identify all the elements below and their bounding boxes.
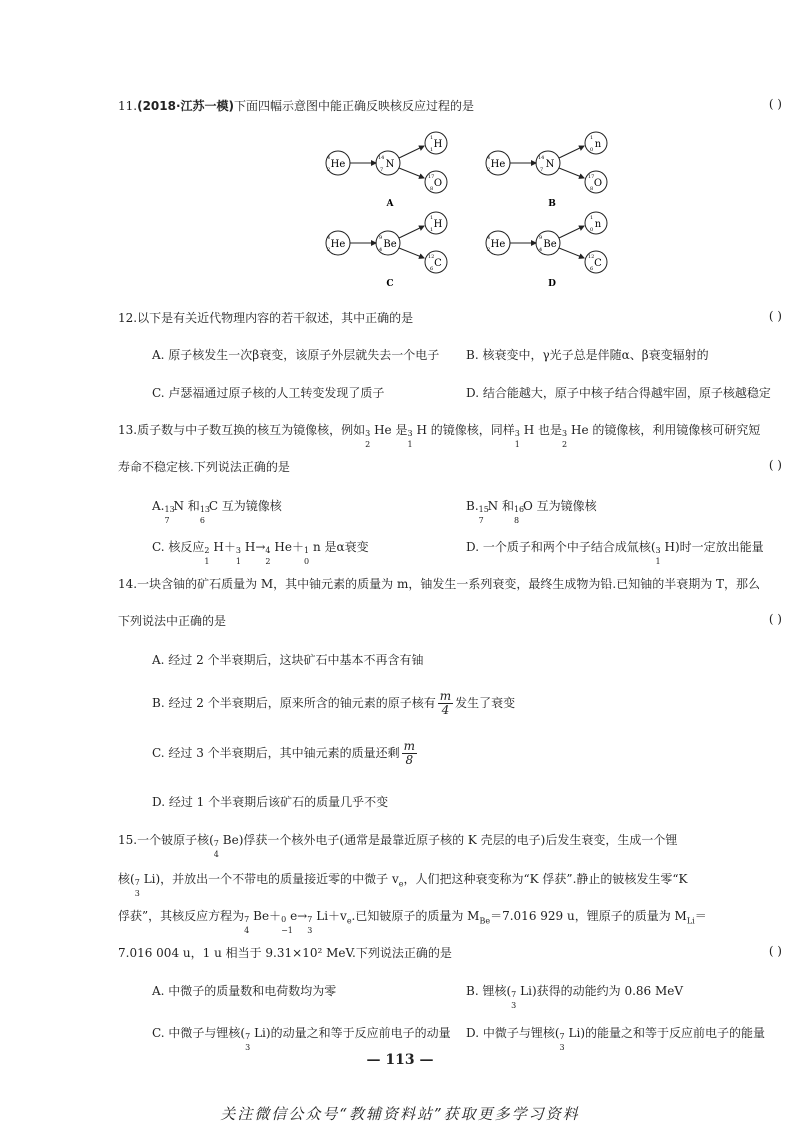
a-bottom-product: O [433, 178, 443, 189]
q15-option-c: C. 中微子与锂核( 7 3 Li)的动量之和等于反应前电子的动量 [152, 1026, 451, 1052]
svg-text:4: 4 [487, 235, 491, 241]
q12-option-a: A. 原子核发生一次β衰变，该原子外层就失去一个电子 [152, 348, 440, 362]
q12-option-b: B. 核衰变中，γ光子总是伴随α、β衰变辐射的 [466, 348, 709, 362]
q12-option-d: D. 结合能越大，原子中核子结合得越牢固，原子核越稳定 [466, 386, 771, 400]
svg-text:8: 8 [590, 186, 594, 192]
svg-text:2: 2 [327, 167, 331, 173]
q15-option-b: B. 锂核( 7 3 Li)获得的动能约为 0.86 MeV [466, 984, 684, 1010]
q14-line-1: 14.一块含铀的矿石质量为 M，其中铀元素的质量为 m，铀发生一系列衰变，最终生成物为铅.已知铀的半衰期为 T，那么 [118, 577, 761, 591]
b-start-nucleus: He [490, 159, 506, 170]
svg-text:6: 6 [590, 266, 594, 272]
c-bottom-product: C [434, 258, 442, 269]
watermark-text: 关注微信公众号“教辅资料站”获取更多学习资料 [220, 1105, 580, 1123]
q14-option-c: C. 经过 3 个半衰期后，其中铀元素的质量还剩 $\frac{m}{8}$ [152, 739, 416, 767]
c-top-product: H [433, 219, 443, 230]
q15-line-4: 7.016 004 u，1 u 相当于 9.31×10² MeV.下列说法正确的是 [118, 946, 452, 960]
svg-text:17: 17 [588, 174, 595, 180]
svg-text:6: 6 [430, 266, 434, 272]
svg-text:0: 0 [590, 227, 594, 233]
svg-text:1: 1 [430, 147, 434, 153]
a-mid-nucleus: N [385, 159, 395, 170]
svg-text:14: 14 [378, 155, 385, 161]
d-mid-nucleus: Be [543, 239, 557, 250]
diagram-a [326, 132, 447, 209]
b-top-product: n [594, 139, 602, 150]
q12-option-c: C. 卢瑟福通过原子核的人工转变发现了质子 [152, 386, 385, 400]
diagram-c [326, 212, 447, 289]
q14-line-2: 下列说法中正确的是 [118, 614, 227, 628]
page-number: — 113 — [366, 1052, 434, 1068]
svg-text:1: 1 [590, 215, 594, 221]
q13-option-b: B. 15 7 N 和 16 8 O 互为镜像核 [466, 499, 597, 525]
q15-option-d: D. 中微子与锂核( 7 3 Li)的能量之和等于反应前电子的能量 [466, 1026, 766, 1052]
q13-line-2: 寿命不稳定核.下列说法正确的是 [118, 460, 290, 474]
svg-text:2: 2 [487, 247, 491, 253]
q11-answer-bracket: ( ) [768, 97, 782, 111]
diagram-c-label: C [386, 279, 394, 289]
svg-text:1: 1 [590, 135, 594, 141]
svg-text:9: 9 [539, 235, 543, 241]
q14-option-a: A. 经过 2 个半衰期后，这块矿石中基本不再含有铀 [152, 653, 424, 667]
q12-answer-bracket: ( ) [768, 309, 782, 323]
b-mid-nucleus: N [545, 159, 555, 170]
svg-text:2: 2 [487, 167, 491, 173]
svg-text:4: 4 [379, 247, 383, 253]
svg-text:14: 14 [538, 155, 545, 161]
svg-text:9: 9 [379, 235, 383, 241]
svg-text:12: 12 [588, 254, 595, 260]
q13-option-a: A. 13 7 N 和 13 6 C 互为镜像核 [152, 499, 282, 525]
q15-answer-bracket: ( ) [768, 944, 782, 958]
diagram-a-label: A [386, 199, 394, 209]
svg-text:7: 7 [380, 167, 384, 173]
q15-line-3: 俘获”，其核反应方程为 7 4 Be＋ 0 −1 e→ 7 3 $Li+v_e$.已知铍原子的质量为 $M_{Be}=7.016$ 929 u，锂原子的质量为 $M_{Li}=$ [118, 909, 707, 935]
diagram-b [486, 132, 607, 209]
d-top-product: n [594, 219, 602, 230]
b-bottom-product: O [593, 178, 603, 189]
q13-answer-bracket: ( ) [768, 458, 782, 472]
c-mid-nucleus: Be [383, 239, 397, 250]
svg-text:4: 4 [327, 155, 331, 161]
q14-answer-bracket: ( ) [768, 612, 782, 626]
q15-line-2: 核( 7 3 Li)，并放出一个不带电的质量接近零的中微子 $v_e$，人们把这种衰变称为“K 俘获”.静止的铍核发生零“K [118, 872, 688, 898]
svg-text:17: 17 [428, 174, 435, 180]
q11-diagrams [300, 130, 640, 289]
d-bottom-product: C [594, 258, 602, 269]
d-start-nucleus: He [490, 239, 506, 250]
q12-stem: 12.以下是有关近代物理内容的若干叙述，其中正确的是 [118, 311, 414, 325]
svg-text:0: 0 [590, 147, 594, 153]
diagram-d-label: D [548, 279, 556, 289]
q15-line-1: 15.一个铍原子核( 7 4 Be)俘获一个核外电子(通常是最靠近原子核的 K 壳层的电子)后发生衰变，生成一个锂 [118, 833, 678, 859]
svg-text:1: 1 [430, 227, 434, 233]
svg-text:8: 8 [430, 186, 434, 192]
diagram-b-label: B [548, 199, 556, 209]
diagram-d [486, 212, 607, 289]
svg-text:2: 2 [327, 247, 331, 253]
svg-text:4: 4 [539, 247, 543, 253]
svg-text:4: 4 [487, 155, 491, 161]
q13-option-d: D. 一个质子和两个中子结合成氚核( 3 1 H)时一定放出能量 [466, 540, 764, 566]
svg-text:12: 12 [428, 254, 435, 260]
q14-option-b: B. 经过 2 个半衰期后，原来所含的铀元素的原子核有 $\frac{m}{4}$ 发生了衰变 [152, 689, 516, 717]
q11-stem: 11.(2018·江苏一模)下面四幅示意图中能正确反映核反应过程的是 [118, 99, 475, 113]
q14-option-d: D. 经过 1 个半衰期后该矿石的质量几乎不变 [152, 795, 389, 809]
svg-text:7: 7 [540, 167, 544, 173]
q13-line-1: 13.质子数与中子数互换的核互为镜像核，例如 3 2 He 是 3 1 H 的镜像核，同样 3 1 H 也是 3 2 He 的镜像核，利用镜像核可研究短 [118, 423, 761, 449]
svg-text:4: 4 [327, 235, 331, 241]
c-start-nucleus: He [330, 239, 346, 250]
svg-text:1: 1 [430, 135, 434, 141]
a-start-nucleus: He [330, 159, 346, 170]
a-top-product: H [433, 139, 443, 150]
svg-text:1: 1 [430, 215, 434, 221]
q15-option-a: A. 中微子的质量数和电荷数均为零 [152, 984, 337, 998]
q13-option-c: C. 核反应 2 1 H＋ 3 1 H→ 4 2 He＋ 1 0 n 是α衰变 [152, 540, 369, 566]
